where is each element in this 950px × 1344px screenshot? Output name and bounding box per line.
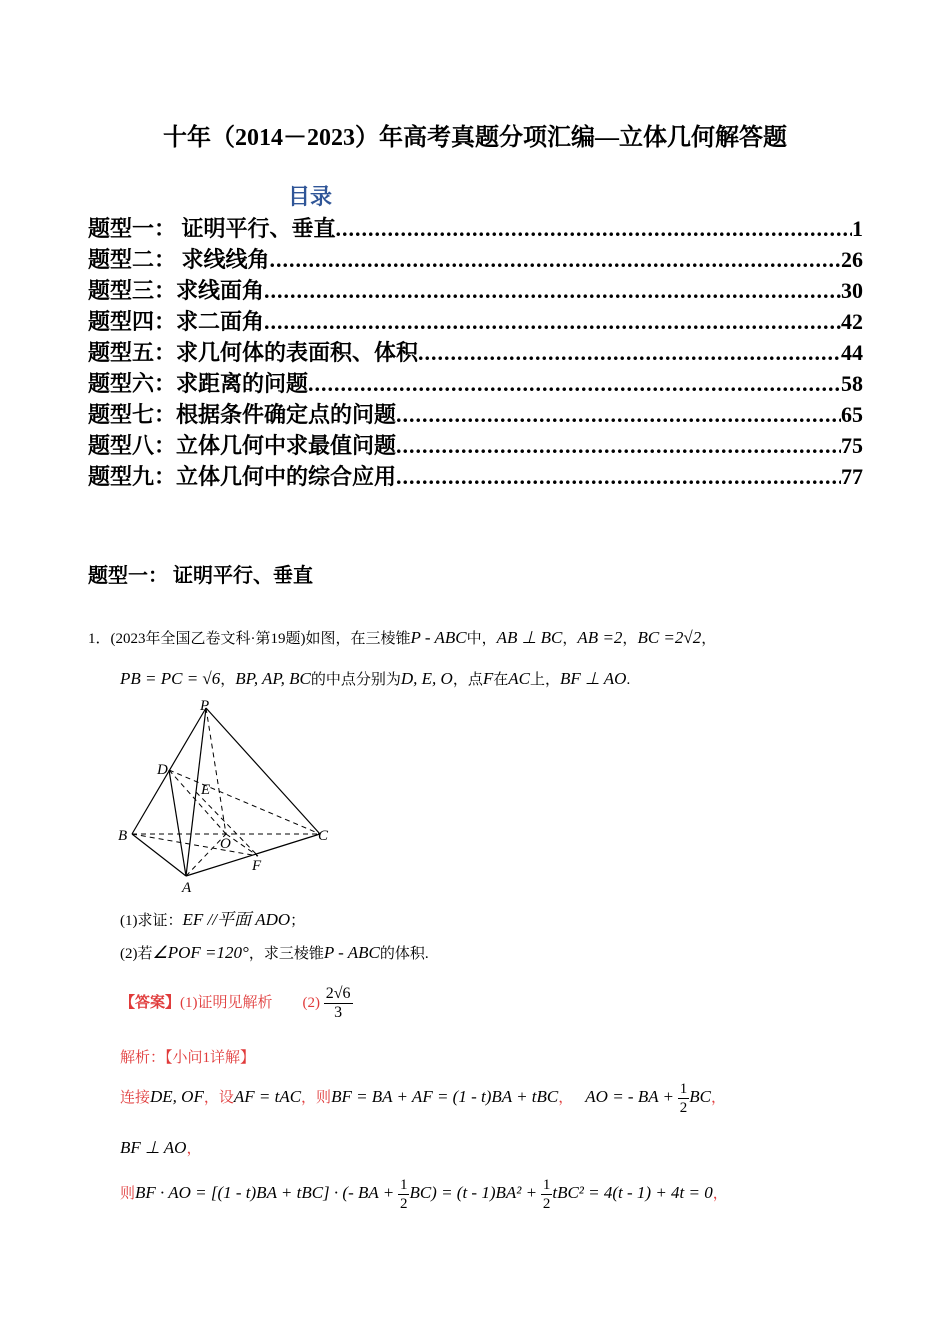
solution-text: 则 — [120, 1185, 136, 1202]
answer-tag: 【答案】 — [120, 994, 181, 1011]
solution-text: 连接 — [120, 1089, 151, 1106]
math-expr: AB =2 — [577, 628, 623, 647]
toc-leader-dots — [418, 340, 841, 366]
toc-entry-page: 44 — [841, 340, 863, 365]
fraction-numerator: 1 — [542, 1177, 551, 1193]
problem-text: 在 — [493, 672, 509, 688]
problem-text: ， — [701, 631, 717, 647]
fraction-numerator: 2√6 — [325, 985, 351, 1002]
fraction-numerator: 1 — [679, 1081, 688, 1097]
fraction-denominator: 3 — [334, 1004, 343, 1021]
math-expr: F — [482, 669, 494, 688]
math-expr: BP, AP, BC — [235, 669, 311, 688]
toc-leader-dots — [308, 371, 841, 397]
toc-entry-label: 题型一： 证明平行、垂直 — [88, 216, 336, 241]
toc-leader-dots — [396, 464, 841, 490]
solution-text: ， — [186, 1141, 202, 1157]
toc-entry-page: 58 — [841, 371, 863, 396]
toc-entry-page: 30 — [841, 278, 863, 303]
problem-text: ，求三棱锥 — [248, 946, 324, 962]
math-expr: PB = PC = √6 — [120, 669, 221, 688]
half-fraction — [541, 1176, 553, 1213]
half-fraction — [678, 1080, 690, 1117]
solution-line-1 — [120, 1080, 726, 1117]
section-heading: 题型一： 证明平行、垂直 — [88, 565, 313, 587]
problem-line-1 — [88, 627, 716, 648]
vertex-label-f: F — [252, 858, 262, 874]
solution-text: ， — [712, 1185, 728, 1202]
math-expr: P - ABC — [410, 628, 467, 647]
problem-text: 上， — [529, 672, 560, 688]
part-2 — [120, 942, 429, 963]
math-expr: tBC² = 4(t - 1) + 4t = 0 — [552, 1182, 713, 1202]
vertex-label-b: B — [118, 828, 128, 844]
math-expr: BC) = (t - 1)BA² + — [409, 1182, 538, 1202]
toc-entry-label: 题型三：求线面角 — [88, 278, 265, 303]
solution-label: 解析：【小问1详解】 — [120, 1050, 256, 1066]
toc-entry[interactable] — [88, 305, 863, 336]
fraction-numerator: 1 — [399, 1177, 408, 1193]
toc-leader-dots — [264, 309, 841, 335]
toc-entry[interactable] — [88, 367, 863, 398]
vertex-label-p: P — [200, 698, 210, 714]
problem-number: 1． — [88, 631, 111, 647]
part-1 — [120, 905, 305, 930]
toc-entry-page: 26 — [841, 247, 863, 272]
toc-entry-label: 题型四：求二面角 — [88, 309, 265, 334]
toc-entry[interactable] — [88, 429, 863, 460]
toc-leader-dots — [396, 402, 841, 428]
toc-entry-label: 题型二： 求线线角 — [88, 247, 270, 272]
math-expr: BF ⊥ AO — [120, 1138, 187, 1157]
toc-entry[interactable] — [88, 212, 863, 243]
problem-text: 的中点分别为 — [310, 672, 401, 688]
toc-leader-dots — [396, 433, 841, 459]
toc-entry-page: 65 — [841, 402, 863, 427]
fraction-denominator: 2 — [399, 1196, 408, 1212]
solution-text: ，设 — [203, 1089, 234, 1106]
math-expr: AO = - BA + — [585, 1086, 675, 1106]
math-expr: AF = tAC — [233, 1086, 302, 1106]
problem-text: . — [626, 672, 631, 688]
toc-entry[interactable] — [88, 274, 863, 305]
toc-heading: 目录 — [288, 184, 333, 209]
math-expr: D, E, O — [400, 669, 453, 688]
toc-entry[interactable] — [88, 460, 863, 491]
math-expr: ∠POF =120° — [152, 943, 249, 962]
answer-fraction — [324, 985, 353, 1022]
toc-entry-label: 题型九：立体几何中的综合应用 — [88, 464, 397, 489]
math-expr: AC — [508, 669, 530, 688]
math-expr: AB ⊥ BC — [496, 628, 563, 647]
tetrahedron-figure — [110, 698, 350, 898]
toc-entry-page: 42 — [841, 309, 863, 334]
problem-text: ； — [290, 913, 306, 929]
toc-entry-label: 题型八：立体几何中求最值问题 — [88, 433, 397, 458]
vertex-label-e: E — [201, 782, 211, 798]
problem-text: 中， — [466, 631, 497, 647]
problem-text: ，点 — [452, 672, 483, 688]
problem-line-2 — [120, 668, 630, 689]
problem-text: ， — [220, 672, 236, 688]
solution-line-2 — [120, 1137, 201, 1158]
toc-entry[interactable] — [88, 398, 863, 429]
toc-entry-label: 题型六：求距离的问题 — [88, 371, 309, 396]
math-expr: BC — [689, 1086, 711, 1106]
math-expr: EF //平面 ADO — [182, 910, 291, 929]
problem-text: ， — [622, 631, 638, 647]
toc-leader-dots — [270, 247, 841, 273]
vertex-label-a: A — [182, 880, 192, 896]
problem-text: ， — [562, 631, 578, 647]
solution-text: ， — [558, 1089, 574, 1106]
solution-line-3 — [120, 1176, 728, 1213]
solution-text: ， — [711, 1089, 727, 1106]
toc-entry-page: 75 — [841, 433, 863, 458]
document-title: 十年（2014－2023）年高考真题分项汇编—立体几何解答题 — [163, 125, 787, 151]
toc-entry-page: 1 — [852, 216, 863, 241]
fraction-denominator: 2 — [679, 1100, 688, 1116]
table-of-contents — [88, 212, 863, 491]
vertex-label-c: C — [318, 828, 329, 844]
problem-text: 如图，在三棱锥 — [305, 631, 411, 647]
toc-leader-dots — [264, 278, 841, 304]
toc-entry-label: 题型七：根据条件确定点的问题 — [88, 402, 397, 427]
toc-entry-label: 题型五：求几何体的表面积、体积 — [88, 340, 419, 365]
vertex-label-d: D — [157, 762, 168, 778]
half-fraction — [398, 1176, 410, 1213]
toc-entry[interactable] — [88, 336, 863, 367]
toc-leader-dots — [336, 216, 852, 242]
problem-text: (1)求证： — [120, 913, 183, 929]
fraction-denominator: 2 — [542, 1196, 551, 1212]
math-expr: BF ⊥ AO — [560, 669, 627, 688]
answer-line — [120, 985, 353, 1022]
math-expr: BF = BA + AF = (1 - t)BA + tBC — [331, 1086, 559, 1106]
problem-text: (2)若 — [120, 946, 153, 962]
vertex-label-o: O — [220, 836, 231, 852]
toc-entry[interactable] — [88, 243, 863, 274]
solution-text: ，则 — [301, 1089, 332, 1106]
math-expr: P - ABC — [323, 943, 380, 962]
math-expr: BC =2√2 — [637, 628, 702, 647]
math-expr: BF · AO = [(1 - t)BA + tBC] · (- BA + — [135, 1182, 395, 1202]
problem-text: 的体积. — [379, 946, 429, 962]
problem-source: (2023年全国乙卷文科·第19题) — [110, 631, 306, 647]
math-expr: DE, OF — [150, 1086, 204, 1106]
answer-part-2-label: (2) — [302, 994, 321, 1011]
answer-part-1: (1)证明见解析 — [180, 994, 273, 1011]
toc-entry-page: 77 — [841, 464, 863, 489]
